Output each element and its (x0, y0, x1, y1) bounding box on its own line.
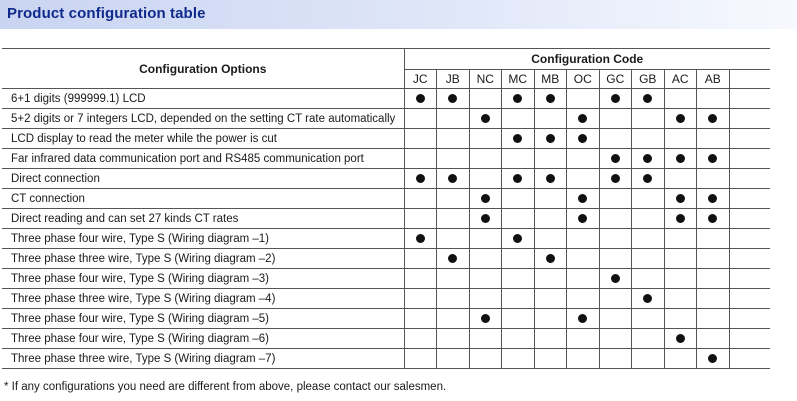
table-row (2, 249, 770, 269)
filled-dot-icon (708, 114, 717, 123)
filled-dot-icon (481, 114, 490, 123)
cell-jc (404, 109, 437, 129)
cell-blank (729, 249, 770, 269)
option-label: Far infrared data communication port and RS485 communication port (2, 149, 404, 169)
cell-mc (502, 269, 535, 289)
cell-jc (404, 229, 437, 249)
cell-oc (567, 169, 600, 189)
cell-jc (404, 189, 437, 209)
cell-blank (729, 269, 770, 289)
cell-ab (697, 109, 730, 129)
cell-ac (664, 349, 697, 369)
cell-nc (469, 229, 502, 249)
cell-blank (729, 309, 770, 329)
filled-dot-icon (578, 314, 587, 323)
cell-jc (404, 169, 437, 189)
cell-gc (599, 169, 632, 189)
cell-ac (664, 289, 697, 309)
cell-blank (729, 349, 770, 369)
cell-gc (599, 89, 632, 109)
cell-gb (632, 169, 665, 189)
cell-oc (567, 289, 600, 309)
cell-ab (697, 129, 730, 149)
filled-dot-icon (611, 154, 620, 163)
cell-ac (664, 269, 697, 289)
cell-oc (567, 349, 600, 369)
cell-blank (729, 149, 770, 169)
cell-gb (632, 109, 665, 129)
table-row (2, 349, 770, 369)
code-header-gb: GB (632, 70, 665, 89)
filled-dot-icon (578, 214, 587, 223)
code-header-oc: OC (567, 70, 600, 89)
cell-ab (697, 329, 730, 349)
table-row (2, 189, 770, 209)
cell-jb (437, 189, 470, 209)
code-header-nc: NC (469, 70, 502, 89)
filled-dot-icon (676, 214, 685, 223)
option-label: Three phase four wire, Type S (Wiring diagram –5) (2, 309, 404, 329)
cell-oc (567, 89, 600, 109)
filled-dot-icon (578, 134, 587, 143)
option-label: 5+2 digits or 7 integers LCD, depended on the setting CT rate automatically (2, 109, 404, 129)
filled-dot-icon (643, 94, 652, 103)
filled-dot-icon (708, 154, 717, 163)
cell-nc (469, 329, 502, 349)
cell-gc (599, 249, 632, 269)
code-header-blank (729, 70, 770, 89)
cell-jc (404, 289, 437, 309)
cell-blank (729, 189, 770, 209)
code-header-jb: JB (437, 70, 470, 89)
filled-dot-icon (416, 174, 425, 183)
filled-dot-icon (481, 314, 490, 323)
cell-gb (632, 209, 665, 229)
cell-oc (567, 269, 600, 289)
cell-ab (697, 169, 730, 189)
cell-oc (567, 129, 600, 149)
options-column-header: Configuration Options (2, 49, 404, 89)
filled-dot-icon (643, 174, 652, 183)
cell-oc (567, 309, 600, 329)
cell-blank (729, 129, 770, 149)
cell-mc (502, 229, 535, 249)
code-header-ac: AC (664, 70, 697, 89)
cell-gc (599, 289, 632, 309)
code-header-mc: MC (502, 70, 535, 89)
cell-mb (534, 329, 567, 349)
cell-ac (664, 189, 697, 209)
cell-blank (729, 229, 770, 249)
cell-jb (437, 229, 470, 249)
cell-jb (437, 169, 470, 189)
filled-dot-icon (708, 354, 717, 363)
cell-ab (697, 209, 730, 229)
table-row (2, 209, 770, 229)
cell-mb (534, 169, 567, 189)
filled-dot-icon (481, 194, 490, 203)
option-label: Three phase four wire, Type S (Wiring diagram –6) (2, 329, 404, 349)
cell-ab (697, 229, 730, 249)
cell-ab (697, 269, 730, 289)
table-row (2, 229, 770, 249)
cell-ac (664, 249, 697, 269)
filled-dot-icon (546, 254, 555, 263)
cell-mb (534, 129, 567, 149)
cell-ab (697, 289, 730, 309)
filled-dot-icon (481, 214, 490, 223)
cell-gb (632, 89, 665, 109)
filled-dot-icon (676, 194, 685, 203)
cell-jc (404, 89, 437, 109)
cell-jc (404, 269, 437, 289)
cell-jb (437, 209, 470, 229)
cell-gb (632, 329, 665, 349)
cell-ac (664, 209, 697, 229)
cell-gb (632, 249, 665, 269)
cell-ab (697, 149, 730, 169)
cell-jc (404, 209, 437, 229)
filled-dot-icon (578, 114, 587, 123)
cell-nc (469, 109, 502, 129)
cell-mc (502, 189, 535, 209)
cell-ac (664, 309, 697, 329)
cell-nc (469, 249, 502, 269)
cell-jb (437, 349, 470, 369)
filled-dot-icon (448, 94, 457, 103)
cell-oc (567, 189, 600, 209)
cell-ab (697, 349, 730, 369)
option-label: Three phase three wire, Type S (Wiring diagram –4) (2, 289, 404, 309)
cell-mb (534, 189, 567, 209)
table-row (2, 309, 770, 329)
cell-gb (632, 349, 665, 369)
cell-jb (437, 89, 470, 109)
cell-mc (502, 129, 535, 149)
cell-nc (469, 269, 502, 289)
cell-blank (729, 209, 770, 229)
cell-mc (502, 249, 535, 269)
cell-nc (469, 169, 502, 189)
cell-mc (502, 109, 535, 129)
filled-dot-icon (611, 94, 620, 103)
page-title: Product configuration table (7, 5, 206, 22)
filled-dot-icon (676, 334, 685, 343)
table-row (2, 289, 770, 309)
cell-nc (469, 349, 502, 369)
cell-oc (567, 249, 600, 269)
cell-ac (664, 169, 697, 189)
option-label: 6+1 digits (999999.1) LCD (2, 89, 404, 109)
cell-gc (599, 149, 632, 169)
cell-jb (437, 129, 470, 149)
cell-gc (599, 109, 632, 129)
cell-mc (502, 309, 535, 329)
table-row (2, 109, 770, 129)
table-row (2, 129, 770, 149)
cell-gb (632, 149, 665, 169)
filled-dot-icon (513, 234, 522, 243)
code-header-ab: AB (697, 70, 730, 89)
cell-nc (469, 289, 502, 309)
cell-jb (437, 309, 470, 329)
cell-gc (599, 209, 632, 229)
code-header-gc: GC (599, 70, 632, 89)
code-column-header: Configuration Code (404, 49, 770, 70)
cell-blank (729, 329, 770, 349)
filled-dot-icon (546, 174, 555, 183)
cell-jb (437, 289, 470, 309)
cell-mb (534, 249, 567, 269)
cell-gc (599, 229, 632, 249)
cell-jb (437, 329, 470, 349)
option-label: Direct connection (2, 169, 404, 189)
option-label: Three phase four wire, Type S (Wiring diagram –1) (2, 229, 404, 249)
cell-blank (729, 169, 770, 189)
cell-gc (599, 329, 632, 349)
cell-ab (697, 249, 730, 269)
cell-mc (502, 289, 535, 309)
cell-jc (404, 129, 437, 149)
cell-gb (632, 229, 665, 249)
cell-mb (534, 269, 567, 289)
cell-ac (664, 89, 697, 109)
cell-mc (502, 149, 535, 169)
cell-nc (469, 129, 502, 149)
cell-jc (404, 349, 437, 369)
filled-dot-icon (708, 214, 717, 223)
option-label: LCD display to read the meter while the power is cut (2, 129, 404, 149)
cell-blank (729, 109, 770, 129)
cell-ac (664, 149, 697, 169)
filled-dot-icon (676, 154, 685, 163)
cell-blank (729, 289, 770, 309)
cell-gc (599, 269, 632, 289)
option-label: Three phase three wire, Type S (Wiring diagram –2) (2, 249, 404, 269)
cell-nc (469, 209, 502, 229)
option-label: CT connection (2, 189, 404, 209)
cell-nc (469, 89, 502, 109)
cell-oc (567, 149, 600, 169)
code-header-mb: MB (534, 70, 567, 89)
cell-gb (632, 309, 665, 329)
option-label: Three phase three wire, Type S (Wiring diagram –7) (2, 349, 404, 369)
cell-ac (664, 329, 697, 349)
cell-gb (632, 189, 665, 209)
filled-dot-icon (513, 174, 522, 183)
cell-gb (632, 289, 665, 309)
table-row (2, 329, 770, 349)
cell-mb (534, 209, 567, 229)
cell-ac (664, 109, 697, 129)
cell-ab (697, 309, 730, 329)
cell-ac (664, 229, 697, 249)
cell-mb (534, 109, 567, 129)
cell-gb (632, 269, 665, 289)
cell-gc (599, 129, 632, 149)
filled-dot-icon (513, 134, 522, 143)
table-row (2, 149, 770, 169)
option-label: Direct reading and can set 27 kinds CT rates (2, 209, 404, 229)
cell-gc (599, 349, 632, 369)
cell-ac (664, 129, 697, 149)
cell-jc (404, 249, 437, 269)
cell-oc (567, 209, 600, 229)
table-row (2, 169, 770, 189)
cell-nc (469, 149, 502, 169)
cell-mc (502, 89, 535, 109)
cell-nc (469, 309, 502, 329)
filled-dot-icon (416, 234, 425, 243)
filled-dot-icon (676, 114, 685, 123)
cell-mb (534, 149, 567, 169)
filled-dot-icon (578, 194, 587, 203)
cell-ab (697, 89, 730, 109)
filled-dot-icon (448, 174, 457, 183)
cell-jb (437, 149, 470, 169)
cell-oc (567, 229, 600, 249)
cell-jb (437, 269, 470, 289)
filled-dot-icon (611, 274, 620, 283)
table-row (2, 89, 770, 109)
cell-jb (437, 109, 470, 129)
cell-mc (502, 209, 535, 229)
option-label: Three phase four wire, Type S (Wiring diagram –3) (2, 269, 404, 289)
title-bar (0, 0, 797, 29)
cell-gc (599, 309, 632, 329)
filled-dot-icon (416, 94, 425, 103)
filled-dot-icon (611, 174, 620, 183)
cell-mb (534, 349, 567, 369)
cell-mc (502, 329, 535, 349)
filled-dot-icon (513, 94, 522, 103)
cell-mb (534, 89, 567, 109)
cell-oc (567, 109, 600, 129)
filled-dot-icon (546, 94, 555, 103)
cell-mc (502, 349, 535, 369)
cell-jc (404, 309, 437, 329)
filled-dot-icon (448, 254, 457, 263)
cell-jb (437, 249, 470, 269)
cell-mb (534, 289, 567, 309)
cell-oc (567, 329, 600, 349)
filled-dot-icon (546, 134, 555, 143)
cell-mb (534, 229, 567, 249)
configuration-table (2, 48, 770, 369)
cell-gb (632, 129, 665, 149)
filled-dot-icon (643, 154, 652, 163)
footnote: * If any configurations you need are different from above, please contact our salesmen. (4, 381, 447, 393)
filled-dot-icon (643, 294, 652, 303)
cell-jc (404, 149, 437, 169)
code-header-jc: JC (404, 70, 437, 89)
cell-nc (469, 189, 502, 209)
cell-ab (697, 189, 730, 209)
cell-gc (599, 189, 632, 209)
cell-mb (534, 309, 567, 329)
table-row (2, 269, 770, 289)
cell-mc (502, 169, 535, 189)
filled-dot-icon (708, 194, 717, 203)
cell-jc (404, 329, 437, 349)
cell-blank (729, 89, 770, 109)
